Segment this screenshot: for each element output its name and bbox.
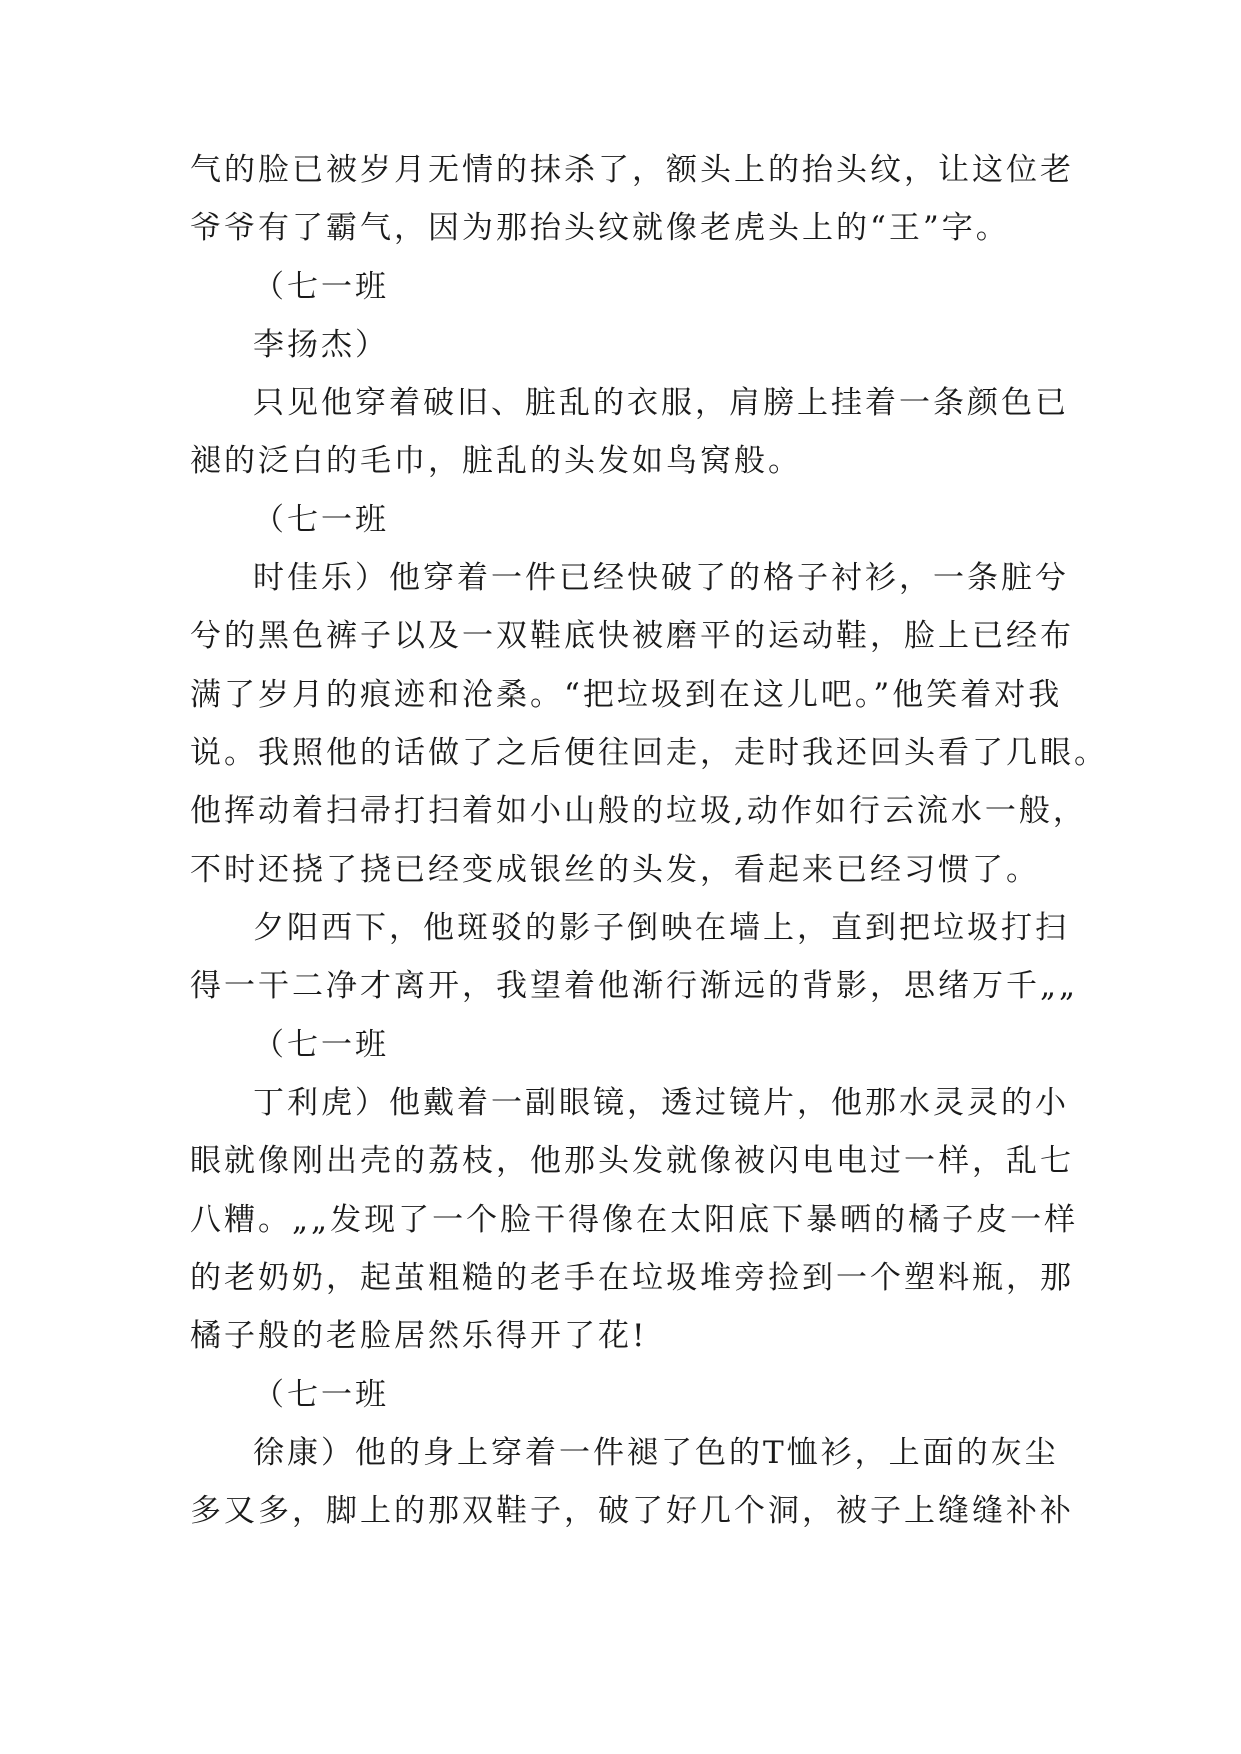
text-line: 时佳乐）他穿着一件已经快破了的格子衬衫，一条脏兮 bbox=[253, 560, 1069, 596]
text-line: 满了岁月的痕迹和沧桑。“把垃圾到在这儿吧。”他笑着对我 bbox=[190, 677, 1063, 713]
text-line: （七一班 bbox=[253, 1377, 389, 1413]
text-line: 不时还挠了挠已经变成银丝的头发，看起来已经习惯了。 bbox=[190, 852, 1040, 888]
text-line: 兮的黑色裤子以及一双鞋底快被磨平的运动鞋，脸上已经布 bbox=[190, 618, 1074, 654]
text-line: 褪的泛白的毛巾，脏乱的头发如鸟窝般。 bbox=[190, 443, 802, 479]
text-line: 徐康）他的身上穿着一件褪了色的T恤衫，上面的灰尘 bbox=[253, 1435, 1059, 1471]
text-line: 得一干二净才离开，我望着他渐行渐远的背影，思绪万千„„ bbox=[190, 968, 1079, 1004]
text-line: 八糟。„„发现了一个脸干得像在太阳底下暴晒的橘子皮一样 bbox=[190, 1202, 1079, 1238]
text-line: 眼就像刚出壳的荔枝，他那头发就像被闪电电过一样，乱七 bbox=[190, 1143, 1074, 1179]
text-line: 丁利虎）他戴着一副眼镜，透过镜片，他那水灵灵的小 bbox=[253, 1085, 1069, 1121]
text-line: 夕阳西下，他斑驳的影子倒映在墙上，直到把垃圾打扫 bbox=[253, 910, 1069, 946]
text-line: 只见他穿着破旧、脏乱的衣服，肩膀上挂着一条颜色已 bbox=[253, 385, 1069, 421]
text-line: 气的脸已被岁月无情的抹杀了，额头上的抬头纹，让这位老 bbox=[190, 152, 1074, 188]
text-line: （七一班 bbox=[253, 1027, 389, 1063]
text-line: 的老奶奶，起茧粗糙的老手在垃圾堆旁捡到一个塑料瓶，那 bbox=[190, 1260, 1074, 1296]
text-line: 多又多，脚上的那双鞋子，破了好几个洞，被子上缝缝补补 bbox=[190, 1493, 1074, 1529]
text-line: 他挥动着扫帚打扫着如小山般的垃圾,动作如行云流水一般， bbox=[190, 793, 1087, 829]
text-line: 李扬杰） bbox=[253, 327, 389, 363]
text-line: （七一班 bbox=[253, 269, 389, 305]
text-line: 橘子般的老脸居然乐得开了花! bbox=[190, 1318, 648, 1354]
text-line: （七一班 bbox=[253, 502, 389, 538]
text-line: 爷爷有了霸气，因为那抬头纹就像老虎头上的“王”字。 bbox=[190, 210, 1010, 246]
text-line: 说。我照他的话做了之后便往回走，走时我还回头看了几眼。 bbox=[190, 735, 1108, 771]
